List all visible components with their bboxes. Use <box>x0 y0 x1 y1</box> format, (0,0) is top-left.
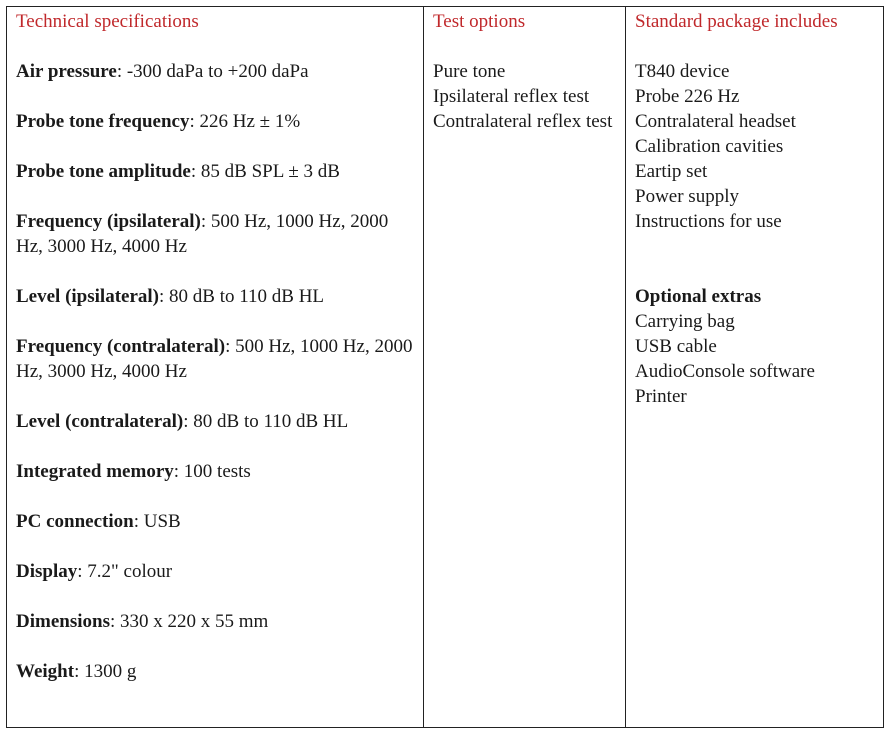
spec-value: 80 dB to 110 dB HL <box>193 411 349 432</box>
spec-label: Weight <box>16 661 75 682</box>
spec-value: -300 daPa to +200 daPa <box>126 61 309 82</box>
list-item: AudioConsole software <box>635 361 815 382</box>
spec-value: USB <box>143 511 181 532</box>
spec-air-pressure: Air pressure: -300 daPa to +200 daPa <box>16 61 309 82</box>
list-item: Power supply <box>635 186 739 207</box>
list-item: Contralateral reflex test <box>433 111 613 132</box>
spec-integrated-memory: Integrated memory: 100 tests <box>16 461 251 482</box>
spec-label: Integrated memory <box>16 461 174 482</box>
standard-package-header: Standard package includes <box>635 11 838 32</box>
spec-weight: Weight: 1300 g <box>16 661 137 682</box>
list-item: Carrying bag <box>635 311 735 332</box>
standard-package-column <box>626 7 883 727</box>
spec-level-contralateral: Level (contralateral): 80 dB to 110 dB HL <box>16 411 349 432</box>
package-items-list <box>635 59 875 234</box>
spec-label: Probe tone amplitude <box>16 161 191 182</box>
test-options-list <box>433 59 617 134</box>
spec-value: 330 x 220 x 55 mm <box>120 611 269 632</box>
spec-label: Level (ipsilateral) <box>16 286 159 307</box>
spec-value: 100 tests <box>183 461 251 482</box>
spec-display: Display: 7.2" colour <box>16 561 173 582</box>
spec-frequency-contralateral: Frequency (contralateral): 500 Hz, 1000 Hz, 2000 Hz, 3000 Hz, 4000 Hz <box>16 336 413 382</box>
spec-table <box>6 6 884 728</box>
technical-specifications-column <box>7 7 424 727</box>
list-item: Pure tone <box>433 61 506 82</box>
spec-level-ipsilateral: Level (ipsilateral): 80 dB to 110 dB HL <box>16 286 325 307</box>
spec-value: 226 Hz ± 1% <box>199 111 301 132</box>
spec-dimensions: Dimensions: 330 x 220 x 55 mm <box>16 611 269 632</box>
spec-probe-tone-amplitude: Probe tone amplitude: 85 dB SPL ± 3 dB <box>16 161 340 182</box>
spec-frequency-ipsilateral: Frequency (ipsilateral): 500 Hz, 1000 Hz, 2000 Hz, 3000 Hz, 4000 Hz <box>16 211 389 257</box>
test-options-column <box>424 7 626 727</box>
spec-value: 80 dB to 110 dB HL <box>169 286 325 307</box>
list-item: Instructions for use <box>635 211 782 232</box>
spec-pc-connection: PC connection: USB <box>16 511 181 532</box>
list-item: Eartip set <box>635 161 708 182</box>
spec-value: 500 Hz, 1000 Hz, 2000 Hz, 3000 Hz, 4000 Hz <box>16 211 389 257</box>
spec-value: 1300 g <box>84 661 137 682</box>
optional-extras-list <box>635 309 875 409</box>
optional-extras-title: Optional extras <box>635 286 762 307</box>
spec-label: PC connection <box>16 511 134 532</box>
spec-label: Dimensions <box>16 611 110 632</box>
spec-label: Display <box>16 561 78 582</box>
spec-label: Frequency (ipsilateral) <box>16 211 201 232</box>
list-item: Probe 226 Hz <box>635 86 740 107</box>
list-item: T840 device <box>635 61 730 82</box>
spec-label: Probe tone frequency <box>16 111 190 132</box>
list-item: USB cable <box>635 336 717 357</box>
list-item: Calibration cavities <box>635 136 784 157</box>
list-item: Ipsilateral reflex test <box>433 86 590 107</box>
spec-value: 85 dB SPL ± 3 dB <box>200 161 340 182</box>
list-item: Printer <box>635 386 687 407</box>
spec-label: Air pressure <box>16 61 117 82</box>
spec-label: Frequency (contralateral) <box>16 336 226 357</box>
spec-label: Level (contralateral) <box>16 411 184 432</box>
spec-value: 500 Hz, 1000 Hz, 2000 Hz, 3000 Hz, 4000 Hz <box>16 336 413 382</box>
test-options-header: Test options <box>433 11 526 32</box>
list-item: Contralateral headset <box>635 111 796 132</box>
spec-value: 7.2" colour <box>87 561 173 582</box>
spec-probe-tone-frequency: Probe tone frequency: 226 Hz ± 1% <box>16 111 301 132</box>
technical-specifications-header: Technical specifications <box>16 11 199 32</box>
